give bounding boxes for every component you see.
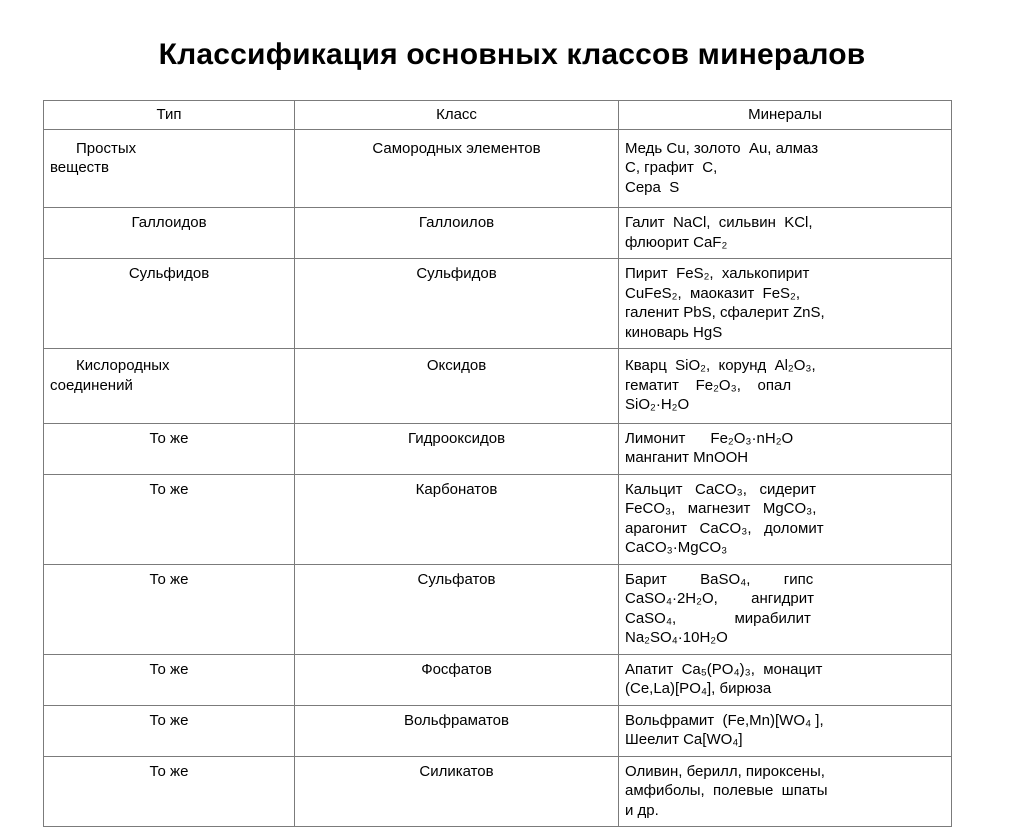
- cell-type: То же: [44, 564, 295, 654]
- cell-type: Сульфидов: [44, 259, 295, 349]
- cell-minerals-line: CaSO₄·2H₂O, ангидрит: [625, 590, 814, 607]
- cell-class: Гидрооксидов: [295, 423, 619, 474]
- table-row: [44, 208, 952, 259]
- cell-type: То же: [44, 705, 295, 756]
- cell-minerals: [619, 474, 952, 564]
- cell-minerals: [619, 423, 952, 474]
- table-row: [44, 349, 952, 424]
- cell-minerals-line: киноварь HgS: [625, 323, 723, 341]
- cell-minerals-line: Лимонит Fe₂O₃·nH₂O: [625, 429, 794, 447]
- cell-minerals-line: CaSO₄, мирабилит: [625, 609, 811, 627]
- cell-type: То же: [44, 654, 295, 705]
- column-header-class: Класс: [295, 101, 619, 130]
- cell-minerals: [619, 259, 952, 349]
- table-row: [44, 474, 952, 564]
- cell-minerals-line: Барит BaSO₄, гипс: [625, 570, 814, 588]
- cell-minerals-line: Галит NaCl, сильвин KCl,: [625, 214, 813, 231]
- cell-minerals-line: Вольфрамит (Fe,Mn)[WO₄ ],: [625, 711, 824, 729]
- cell-type-line-2: соединений: [50, 376, 133, 394]
- cell-type: [44, 349, 295, 424]
- cell-minerals-line: флюорит CaF₂: [625, 233, 728, 251]
- table-row: [44, 705, 952, 756]
- cell-class: Вольфраматов: [295, 705, 619, 756]
- cell-minerals-line: SiO₂·H₂O: [625, 396, 690, 413]
- table-row: [44, 564, 952, 654]
- cell-minerals-line: Шеелит Ca[WO₄]: [625, 731, 743, 748]
- table-row: [44, 423, 952, 474]
- table-row: [44, 654, 952, 705]
- cell-minerals-line: Апатит Ca₅(PO₄)₃, монацит: [625, 660, 823, 678]
- cell-minerals-line: (Ce,La)[PO₄], бирюза: [625, 680, 772, 697]
- cell-minerals: [619, 349, 952, 424]
- table-row: [44, 129, 952, 208]
- cell-class: Галлоилов: [295, 208, 619, 259]
- cell-minerals-line: Медь Cu, золото Au, алмаз: [625, 139, 819, 157]
- cell-class: Фосфатов: [295, 654, 619, 705]
- cell-minerals-line: Na₂SO₄·10H₂O: [625, 629, 728, 646]
- cell-minerals-line: и др.: [625, 801, 659, 819]
- cell-minerals-line: амфиболы, полевые шпаты: [625, 782, 828, 799]
- cell-type: То же: [44, 423, 295, 474]
- cell-minerals-line: арагонит CaCO₃, доломит: [625, 519, 824, 537]
- cell-minerals-line: CuFeS₂, маоказит FeS₂,: [625, 284, 801, 302]
- cell-minerals-line: FeCO₃, магнезит MgCO₃,: [625, 500, 817, 517]
- cell-minerals-line: Кальцит CaCO₃, сидерит: [625, 480, 817, 498]
- page-title: Классификация основных классов минералов: [158, 38, 866, 71]
- table-header-row: [44, 101, 952, 130]
- cell-type-line-1: Простых: [76, 139, 137, 157]
- cell-type: То же: [44, 756, 295, 827]
- cell-minerals-line: гематит Fe₂O₃, опал: [625, 376, 792, 394]
- cell-type: Галлоидов: [44, 208, 295, 259]
- cell-class: Силикатов: [295, 756, 619, 827]
- cell-class: Сульфидов: [295, 259, 619, 349]
- table-row: [44, 259, 952, 349]
- cell-class: Карбонатов: [295, 474, 619, 564]
- table-body: [44, 129, 952, 827]
- cell-type: [44, 129, 295, 208]
- cell-minerals: [619, 208, 952, 259]
- cell-type-line-2: веществ: [50, 159, 109, 176]
- cell-minerals: [619, 654, 952, 705]
- cell-type-line-1: Кислородных: [76, 357, 170, 374]
- cell-minerals: [619, 129, 952, 208]
- cell-type: То же: [44, 474, 295, 564]
- mineral-classification-table-wrapper: [43, 100, 951, 827]
- cell-minerals-line: Пирит FeS₂, халькопирит: [625, 265, 810, 282]
- cell-class: Сульфатов: [295, 564, 619, 654]
- table-header: [44, 101, 952, 130]
- cell-minerals: [619, 705, 952, 756]
- cell-minerals-line: CaCO₃·MgCO₃: [625, 539, 728, 556]
- column-header-minerals: Минералы: [619, 101, 952, 130]
- mineral-classification-table: [43, 100, 952, 827]
- cell-minerals-line: Сера S: [625, 178, 680, 196]
- cell-class: Самородных элементов: [295, 129, 619, 208]
- cell-minerals-line: С, графит C,: [625, 159, 718, 176]
- cell-minerals-line: галенит PbS, сфалерит ZnS,: [625, 304, 825, 321]
- column-header-type: Тип: [44, 101, 295, 130]
- cell-class: Оксидов: [295, 349, 619, 424]
- cell-minerals-line: Кварц SiO₂, корунд Al₂O₃,: [625, 357, 816, 374]
- cell-minerals-line: манганит MnOOH: [625, 449, 749, 466]
- cell-minerals-line: Оливин, берилл, пироксены,: [625, 762, 825, 780]
- cell-minerals: [619, 564, 952, 654]
